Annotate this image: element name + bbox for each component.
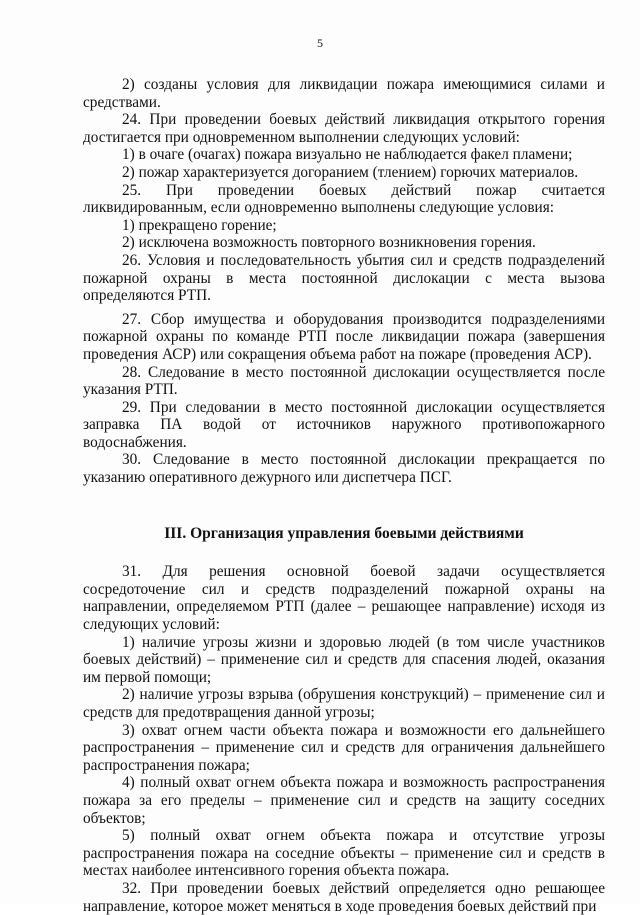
- paragraph-24: 24. При проведении боевых действий ликвидация открытого горения достигается при одновременном выполнении следующих условий:: [83, 111, 605, 146]
- paragraph-25: 25. При проведении боевых действий пожар считается ликвидированным, если одновременно выполнены следующие условия:: [83, 181, 605, 217]
- paragraph-31-item-3: 3) охват огнем части объекта пожара и возможности его дальнейшего распространения – применение сил и средств для ограничения дальнейшего распространения пожара;: [83, 721, 605, 774]
- paragraph-29: 29. При следовании в место постоянной дислокации осуществляется заправка ПА водой от источников наружного противопожарного водоснабжения.: [83, 398, 605, 451]
- document-body: [83, 76, 605, 915]
- paragraph-31-item-5: 5) полный охват огнем объекта пожара и отсутствие угрозы распространения пожара на соседние объекты – применение сил и средств в местах наиболее интенсивного горения объекта пожара.: [83, 827, 605, 880]
- paragraph-27: 27. Сбор имущества и оборудования производится подразделениями пожарной охраны по команде РТП после ликвидации пожара (завершения проведения АСР) или сокращения объема работ на пожаре (проведения АСР).: [83, 310, 605, 363]
- section-heading: III. Организация управления боевыми действиями: [164, 524, 524, 542]
- paragraph-item-2-sufficient-forces: 2) созданы условия для ликвидации пожара имеющимися силами и средствами.: [83, 76, 605, 111]
- paragraph-31-item-2: 2) наличие угрозы взрыва (обрушения конструкций) – применение сил и средств для предотвращения данной угрозы;: [83, 686, 605, 721]
- paragraph-32: 32. При проведении боевых действий определяется одно решающее направление, которое может меняться в ходе проведения боевых действий при: [83, 879, 605, 915]
- paragraph-24-item-1: 1) в очаге (очагах) пожара визуально не наблюдается факел пламени;: [122, 146, 573, 164]
- paragraph-31-item-4: 4) полный охват огнем объекта пожара и возможность распространения пожара за его пределы – применение сил и средств на защиту соседних объектов;: [83, 774, 605, 827]
- paragraph-30: 30. Следование в место постоянной дислокации прекращается по указанию оперативного дежурного или диспетчера ПСГ.: [83, 451, 605, 487]
- paragraph-25-item-2: 2) исключена возможность повторного возникновения горения.: [122, 234, 536, 252]
- paragraph-25-item-1: 1) прекращено горение;: [122, 216, 277, 234]
- paragraph-24-item-2: 2) пожар характеризуется догоранием (тлением) горючих материалов.: [122, 163, 579, 181]
- paragraph-26: 26. Условия и последовательность убытия сил и средств подразделений пожарной охраны в места постоянной дислокации с места вызова определяются РТП.: [83, 251, 605, 305]
- paragraph-31: 31. Для решения основной боевой задачи осуществляется сосредоточение сил и средств подразделений пожарной охраны на направлении, определяемом РТП (далее – решающее направление) исходя из следующих условий:: [83, 563, 605, 634]
- paragraph-31-item-1: 1) наличие угрозы жизни и здоровью людей (в том числе участников боевых действий) – применение сил и средств для спасения людей, оказания им первой помощи;: [83, 633, 605, 686]
- paragraph-28: 28. Следование в место постоянной дислокации осуществляется после указания РТП.: [83, 363, 605, 399]
- page-number: 5: [317, 36, 323, 50]
